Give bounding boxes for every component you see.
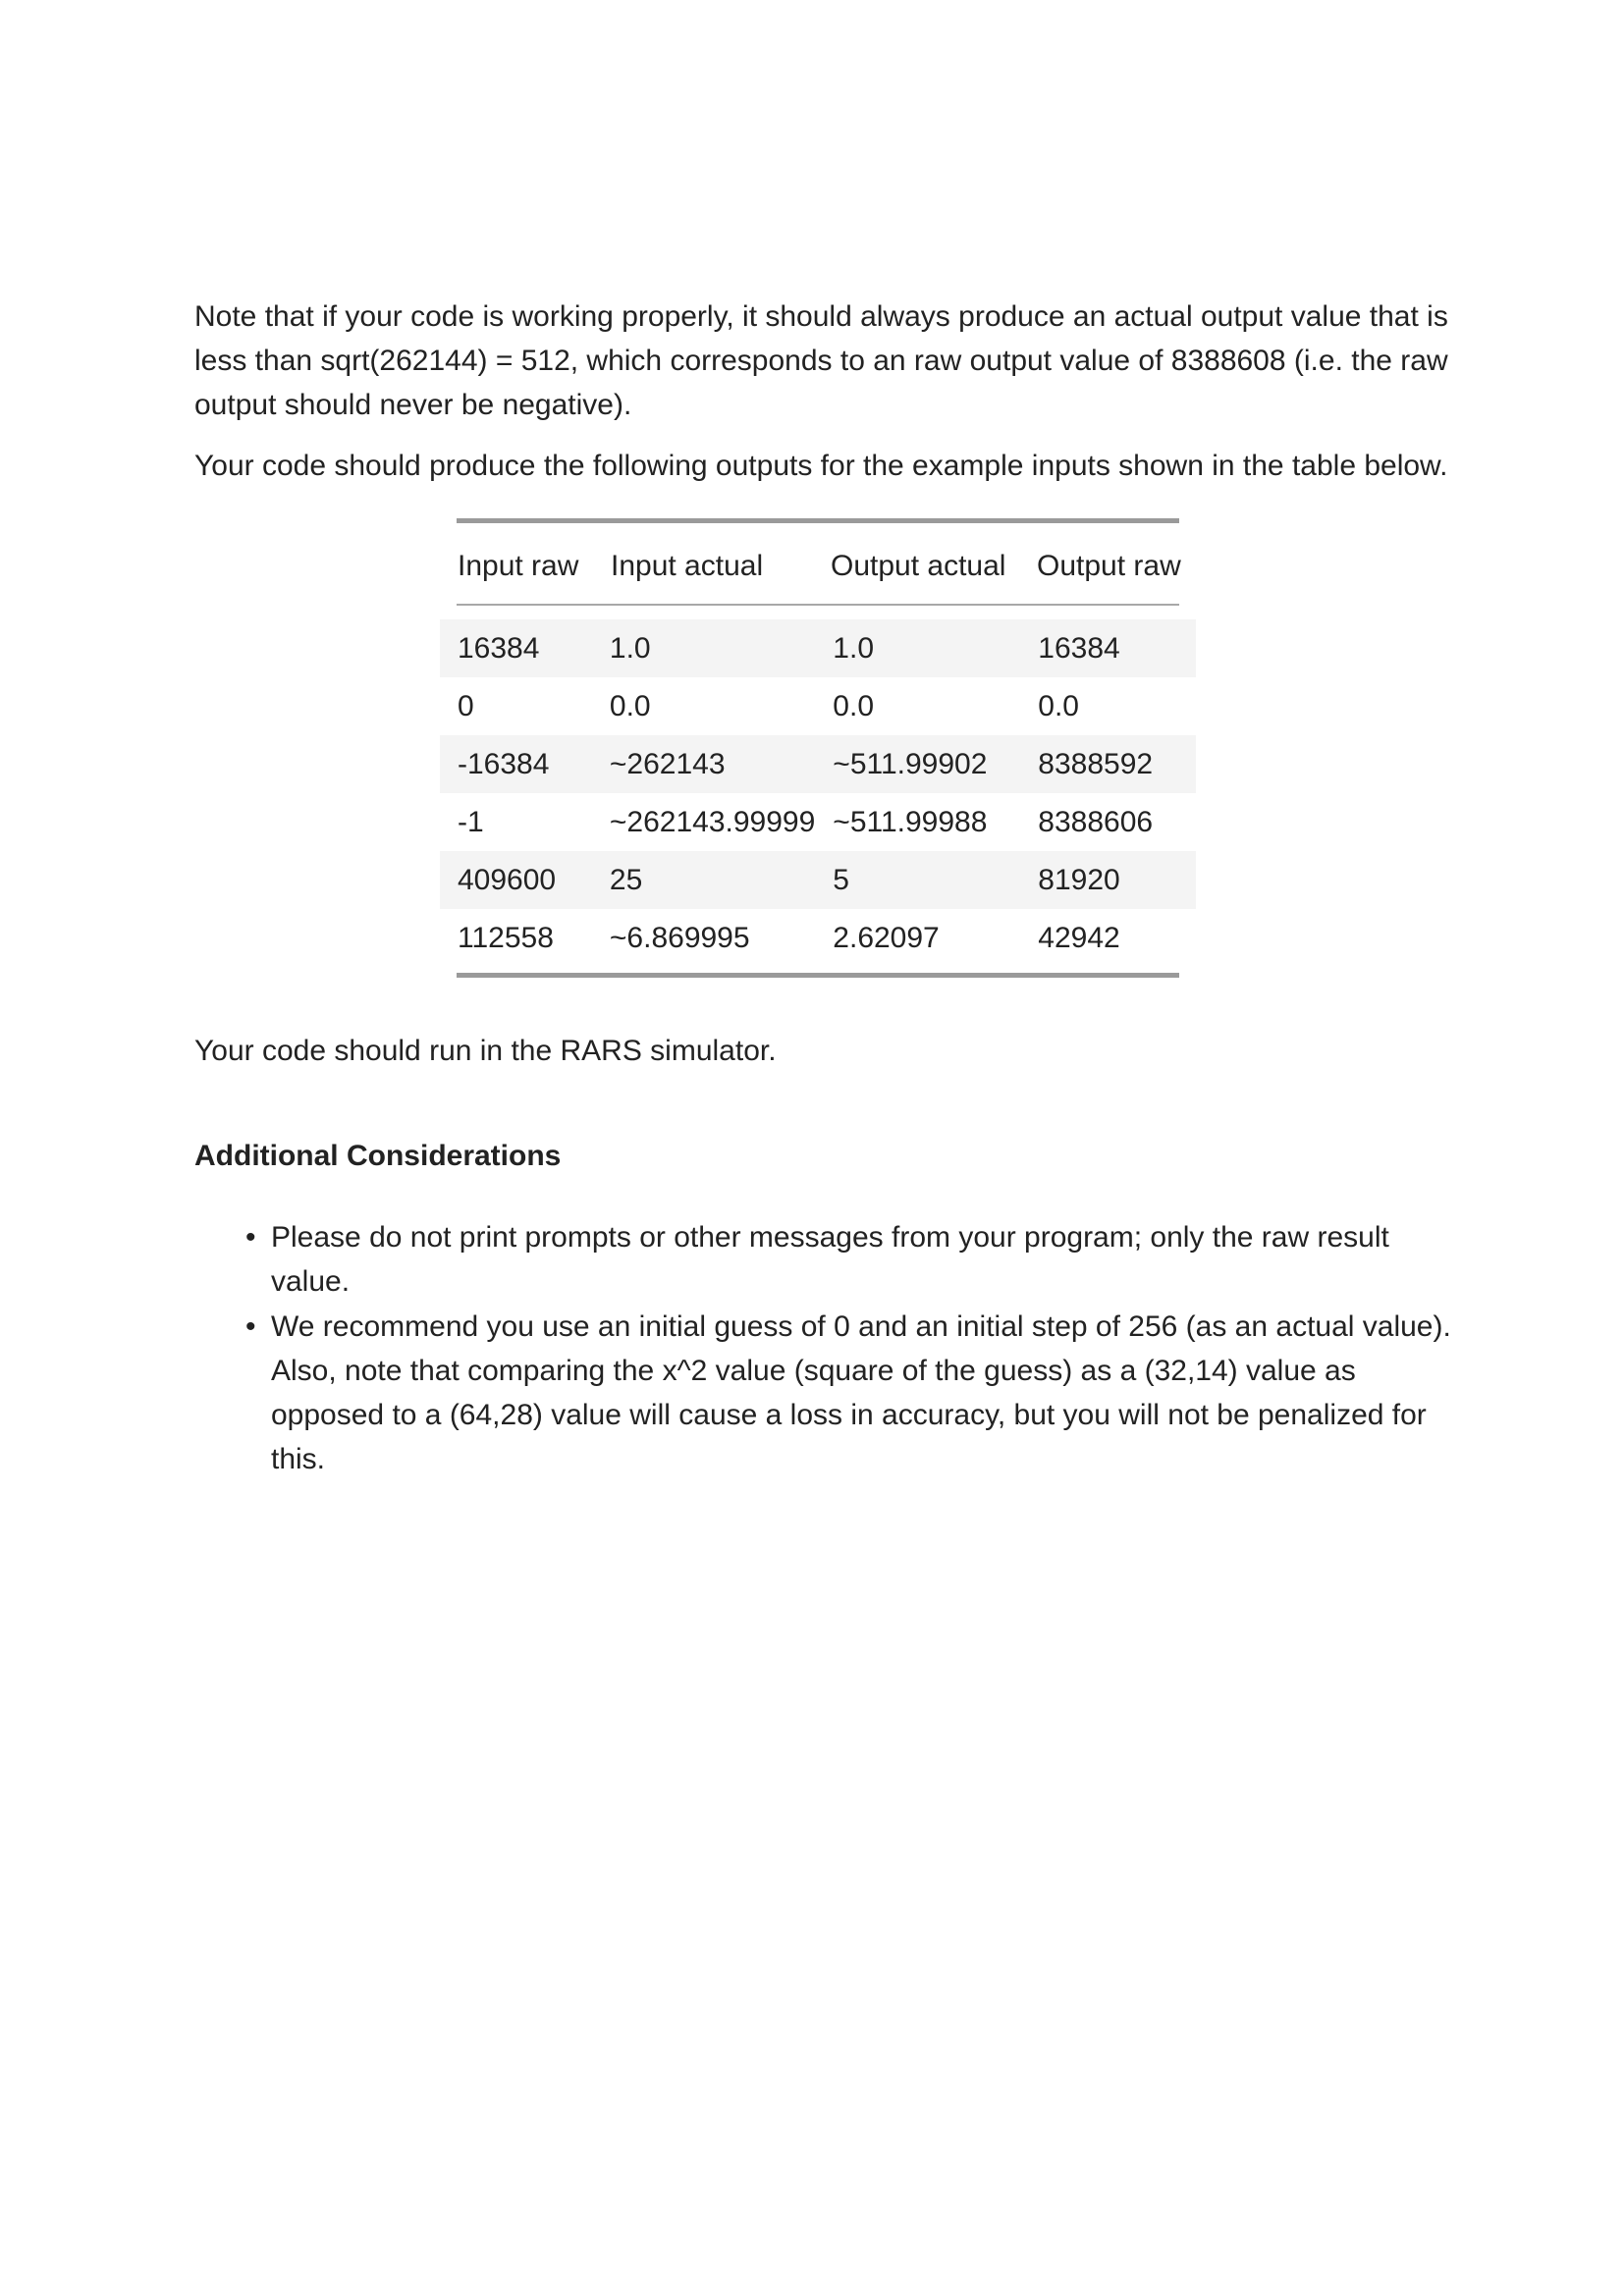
table-row [440,909,1196,967]
cell-output-actual: 0.0 [833,689,875,722]
cell-input-actual: 0.0 [609,689,651,722]
header-input-raw: Input raw [458,550,579,582]
bullet-icon: • [245,1310,256,1343]
cell-output-raw: 81920 [1020,851,1196,909]
example-table-body [440,619,1196,967]
cell-output-raw: 8388592 [1020,735,1196,793]
table-header-rule [457,604,1179,606]
bullet-icon: • [245,1221,256,1254]
paragraph-output-range: Note that if your code is working properly, it should always produce an actual output value that is less than sqrt(262144) = 512, which corresponds to an raw output value of 8388608 (i.e. the raw output should never be negative). [194,300,1448,421]
header-output-raw: Output raw [1037,550,1181,582]
cell-input-raw: -16384 [440,735,592,793]
cell-output-raw: 0.0 [1038,689,1079,722]
paragraph-rars: Your code should run in the RARS simulator. [194,1035,777,1067]
cell-input-raw: 0 [458,689,474,722]
table-row [440,793,1196,851]
cell-output-actual: 5 [815,851,1020,909]
cell-input-raw: 409600 [440,851,592,909]
list-item [194,1215,1451,1304]
table-row [440,735,1196,793]
cell-input-raw: 16384 [440,619,592,677]
cell-output-raw: 8388606 [1038,805,1154,838]
cell-input-raw: -1 [458,805,484,838]
example-table [440,523,1196,604]
cell-output-raw: 42942 [1038,921,1120,954]
table-row [440,677,1196,735]
table-row [440,851,1196,909]
cell-output-actual: ~511.99988 [833,805,988,838]
list-item-text: Please do not print prompts or other messages from your program; only the raw result value. [271,1221,1389,1298]
table-bottom-rule [457,973,1179,978]
cell-input-actual: 25 [592,851,815,909]
cell-input-actual: ~262143 [592,735,815,793]
cell-output-actual: ~511.99902 [815,735,1020,793]
list-item-text: We recommend you use an initial guess of 0 and an initial step of 256 (as an actual value). Also, note that comparing the x^2 value (square of the guess) as a (32,14) value as opposed to a (64,28) value will cause a loss in accuracy, but you will not be penalized for this. [271,1310,1451,1475]
cell-input-actual: ~262143.99999 [609,805,816,838]
section-heading: Additional Considerations [194,1140,562,1172]
cell-input-raw: 112558 [458,921,554,954]
example-table-container [440,518,1196,978]
cell-input-actual: ~6.869995 [609,921,750,954]
paragraph-table-intro: Your code should produce the following outputs for the example inputs shown in the table below. [194,450,1448,482]
table-row [440,619,1196,677]
cell-output-actual: 2.62097 [833,921,940,954]
header-input-actual: Input actual [611,550,764,582]
considerations-list [194,1215,1451,1481]
cell-output-actual: 1.0 [815,619,1020,677]
cell-output-raw: 16384 [1020,619,1196,677]
cell-input-actual: 1.0 [592,619,815,677]
list-item [194,1305,1451,1481]
table-header-row [440,523,1196,604]
header-output-actual: Output actual [831,550,1006,582]
document-page [194,294,1451,1482]
